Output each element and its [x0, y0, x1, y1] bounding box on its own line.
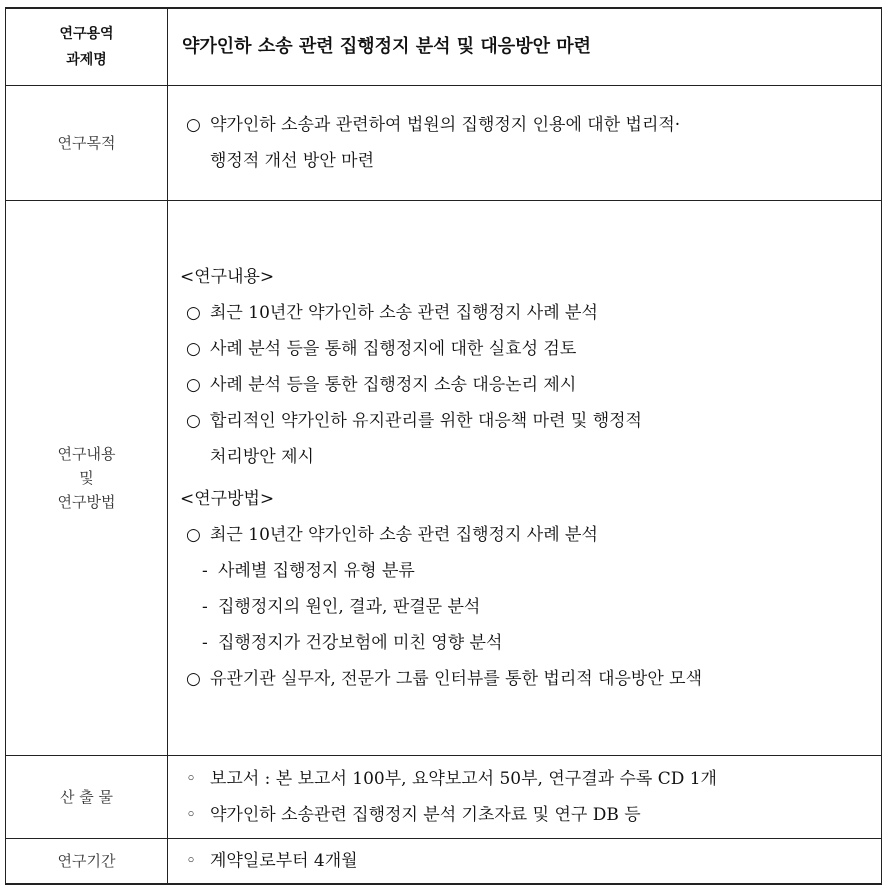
cell-project-title	[168, 8, 882, 85]
bullet-circle-icon: ○	[186, 374, 201, 395]
label-content-line3: 연구방법	[57, 492, 116, 511]
content-item-3-text: 사례 분석 등을 통한 집행정지 소송 대응논리 제시	[210, 374, 577, 395]
cell-purpose	[168, 85, 882, 200]
label-content-line2: 및	[79, 468, 94, 487]
output-item-2-text: 약가인하 소송관련 집행정지 분석 기초자료 및 연구 DB 등	[210, 804, 641, 825]
label-purpose: 연구목적	[6, 85, 168, 200]
output-item-1	[180, 761, 873, 797]
row-output	[6, 755, 882, 838]
label-project-title	[6, 8, 168, 85]
label-project-title-line1: 연구용역	[59, 25, 114, 42]
content-item-3	[180, 367, 873, 403]
row-purpose	[6, 85, 882, 200]
content-item-4	[180, 403, 873, 439]
output-item-1-text: 보고서 : 본 보고서 100부, 요약보고서 50부, 연구결과 수록 CD 1개	[210, 768, 717, 789]
row-content-method	[6, 200, 882, 755]
content-item-4-cont: 처리방안 제시	[210, 446, 314, 467]
content-item-4-text: 합리적인 약가인하 유지관리를 위한 대응책 마련 및 행정적	[210, 410, 642, 431]
method-subitem-1-text: 사례별 집행정지 유형 분류	[218, 560, 415, 581]
purpose-line-2: 행정적 개선 방안 마련	[210, 150, 375, 171]
cell-period	[168, 838, 882, 884]
output-item-2	[180, 797, 873, 833]
method-subitem-3	[180, 625, 873, 661]
bullet-circle-icon: ○	[186, 114, 201, 135]
method-item-2	[180, 661, 873, 697]
label-content-line1: 연구내용	[57, 444, 116, 463]
method-item-2-text: 유관기관 실무자, 전문가 그룹 인터뷰를 통한 법리적 대응방안 모색	[210, 668, 703, 689]
method-item-1-text: 최근 10년간 약가인하 소송 관련 집행정지 사례 분석	[210, 524, 598, 545]
row-project-title	[6, 8, 882, 85]
method-subitem-3-text: 집행정지가 건강보험에 미친 영향 분석	[218, 632, 503, 653]
content-item-1-text: 최근 10년간 약가인하 소송 관련 집행정지 사례 분석	[210, 302, 598, 323]
dash-icon: -	[202, 596, 208, 617]
period-item	[180, 843, 873, 879]
bullet-circle-icon: ○	[186, 668, 201, 689]
dash-icon: -	[202, 632, 208, 653]
content-item-1	[180, 295, 873, 331]
bullet-small-circle-icon: ◦	[186, 850, 197, 871]
research-overview-table	[5, 7, 882, 885]
row-period	[6, 838, 882, 884]
label-content-method	[6, 200, 168, 755]
bullet-circle-icon: ○	[186, 410, 201, 431]
method-heading: <연구방법>	[180, 488, 275, 509]
purpose-line-1	[180, 107, 873, 143]
cell-output	[168, 755, 882, 838]
bullet-circle-icon: ○	[186, 524, 201, 545]
method-subitem-1	[180, 553, 873, 589]
content-item-2-text: 사례 분석 등을 통해 집행정지에 대한 실효성 검토	[210, 338, 577, 359]
method-subitem-2-text: 집행정지의 원인, 결과, 판결문 분석	[218, 596, 481, 617]
bullet-small-circle-icon: ◦	[186, 768, 197, 789]
method-subitem-2	[180, 589, 873, 625]
dash-icon: -	[202, 560, 208, 581]
label-project-title-line2: 과제명	[66, 51, 107, 68]
bullet-circle-icon: ○	[186, 338, 201, 359]
cell-content-method	[168, 200, 882, 755]
purpose-text-1: 약가인하 소송과 관련하여 법원의 집행정지 인용에 대한 법리적·	[210, 114, 681, 135]
project-title-text: 약가인하 소송 관련 집행정지 분석 및 대응방안 마련	[182, 35, 592, 57]
content-item-2	[180, 331, 873, 367]
label-output: 산 출 물	[6, 755, 168, 838]
period-text: 계약일로부터 4개월	[210, 850, 358, 871]
content-heading: <연구내용>	[180, 266, 275, 287]
method-item-1	[180, 517, 873, 553]
label-period: 연구기간	[6, 838, 168, 884]
bullet-small-circle-icon: ◦	[186, 804, 197, 825]
bullet-circle-icon: ○	[186, 302, 201, 323]
